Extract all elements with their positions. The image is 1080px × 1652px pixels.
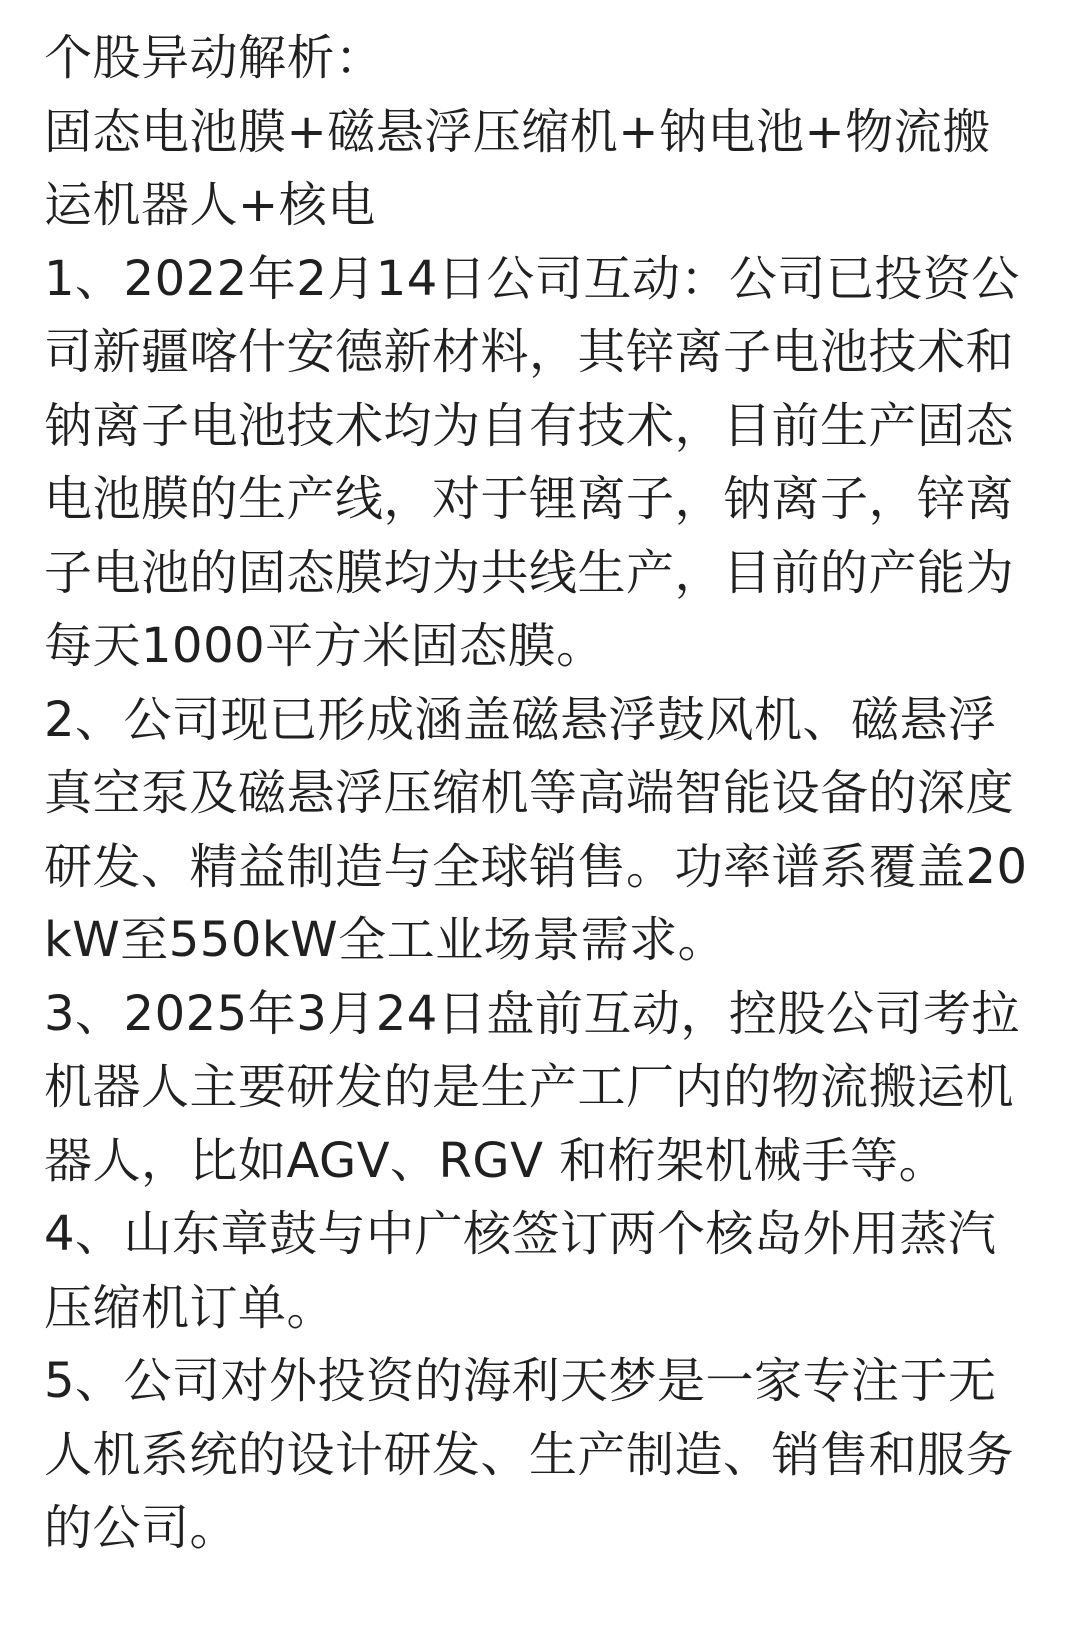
point-4: 4、山东章鼓与中广核签订两个核岛外用蒸汽压缩机订单。 xyxy=(44,1206,997,1336)
article-heading: 个股异动解析： xyxy=(44,30,384,86)
point-3: 3、2025年3月24日盘前互动，控股公司考拉机器人主要研发的是生产工厂内的物流搬运机器人，比如AGV、RGV 和桁架机械手等。 xyxy=(44,985,1020,1189)
theme-line: 固态电池膜+磁悬浮压缩机+钠电池+物流搬运机器人+核电 xyxy=(44,103,991,233)
point-2: 2、公司现已形成涵盖磁悬浮鼓风机、磁悬浮真空泵及磁悬浮压缩机等高端智能设备的深度研发、精益制造与全球销售。功率谱系覆盖20kW至550kW全工业场景需求。 xyxy=(44,691,1028,968)
point-5: 5、公司对外投资的海利天梦是一家专注于无人机系统的设计研发、生产制造、销售和服务的公司。 xyxy=(44,1353,1015,1556)
point-1: 1、2022年2月14日公司互动：公司已投资公司新疆喀什安德新材料，其锌离子电池技术和钠离子电池技术均为自有技术，目前生产固态电池膜的生产线，对于锂离子，钠离子，锌离子电池的固态膜均为共线生产，目前的产能为每天1000平方米固态膜。 xyxy=(44,250,1020,674)
